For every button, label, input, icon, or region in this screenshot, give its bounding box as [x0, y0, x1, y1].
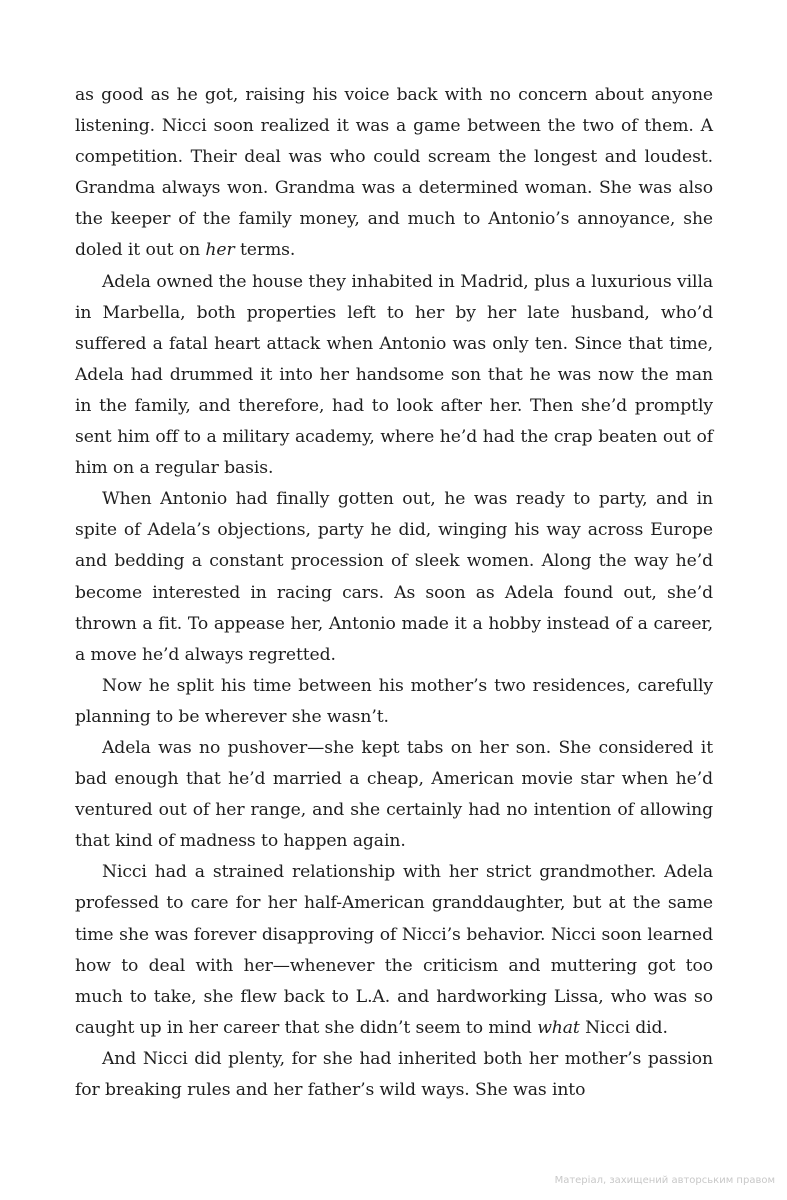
- paragraph-1: [75, 80, 713, 267]
- book-page-body: [75, 80, 713, 1106]
- paragraph-5: [75, 733, 713, 857]
- italic-text: her: [205, 240, 235, 261]
- text-run: When Antonio had finally gotten out, he was ready to party, and in spite of Adela’s objections, party he did, winging his way across Europe and bedding a constant procession of sleek women. Along the way he’d become interested in racing cars. As soon as Adela found out, she’d thrown a fit. To appease her, Antonio made it a hobby instead of a career, a move he’d always regretted.: [75, 489, 713, 665]
- text-run: as good as he got, raising his voice back with no concern about anyone listening. Nicci soon realized it was a game between the two of them. A competition. Their deal was who could scream the longest and loudest. Grandma always won. Grandma was a determined woman. She was also the keeper of the family money, and much to Antonio’s annoyance, she doled it out on: [75, 85, 713, 261]
- paragraph-2: [75, 267, 713, 485]
- text-run: Nicci had a strained relationship with her strict grandmother. Adela professed to care for her half-American granddaughter, but at the same time she was forever disapproving of Nicci’s behavior. Nicci soon learned how to deal with her—whenever the criticism and muttering got too much to take, she flew back to L.A. and hardworking Lissa, who was so caught up in her career that she didn’t seem to mind: [75, 862, 713, 1038]
- text-run: terms.: [234, 240, 296, 261]
- italic-text: what: [537, 1017, 580, 1038]
- paragraph-4: [75, 671, 713, 733]
- text-run: And Nicci did plenty, for she had inherited both her mother’s passion for breaking rules and her father’s wild ways. She was into: [75, 1048, 713, 1100]
- text-run: Nicci did.: [579, 1017, 668, 1038]
- text-run: Adela owned the house they inhabited in Madrid, plus a luxurious villa in Marbella, both properties left to her by her late husband, who’d suffered a fatal heart attack when Antonio was only ten. Since that time, Adela had drummed it into her handsome son that he was now the man in the family, and therefore, had to look after her. Then she’d promptly sent him off to a military academy, where he’d had the crap beaten out of him on a regular basis.: [75, 271, 713, 479]
- copyright-watermark: Матеріал, захищений авторським правом: [554, 1175, 775, 1186]
- text-run: Now he split his time between his mother’s two residences, carefully planning to be wherever she wasn’t.: [75, 675, 713, 727]
- paragraph-3: [75, 484, 713, 671]
- paragraph-6: [75, 857, 713, 1044]
- text-run: Adela was no pushover—she kept tabs on her son. She considered it bad enough that he’d married a cheap, American movie star when he’d ventured out of her range, and she certainly had no intention of allowing that kind of madness to happen again.: [75, 737, 713, 852]
- paragraph-7: [75, 1044, 713, 1106]
